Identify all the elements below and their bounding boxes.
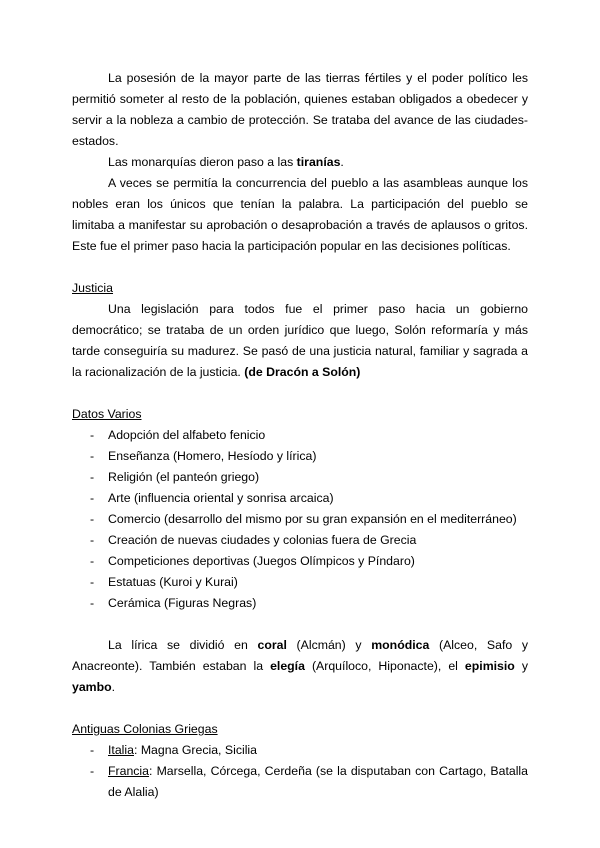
list-item — [72, 488, 528, 509]
list-item — [72, 740, 528, 761]
list-item-text: Cerámica (Figuras Negras) — [108, 596, 257, 610]
bullet-dash: - — [90, 764, 95, 778]
document-body — [72, 68, 528, 803]
list-item-text: Comercio (desarrollo del mismo por su gran expansión en el mediterráneo) — [108, 512, 517, 526]
heading-justicia: Justicia — [72, 281, 114, 295]
paragraph-text: (Alceo, Safo y Anacreonte). También estaban la — [72, 638, 529, 673]
list-item-text: Enseñanza (Homero, Hesíodo y lírica) — [108, 449, 317, 463]
bullet-dash: - — [90, 554, 95, 568]
list-item — [72, 551, 528, 572]
list-item — [72, 530, 528, 551]
paragraph-text: (Alcmán) y — [286, 638, 372, 652]
list-item — [72, 761, 528, 803]
bullet-dash: - — [90, 512, 95, 526]
list-item — [72, 572, 528, 593]
list-item — [72, 446, 528, 467]
paragraph-tiranias — [72, 152, 528, 173]
bold-term-epimisio: epimisio — [464, 659, 515, 673]
paragraph-text: Una legislación para todos fue el primer paso hacia un gobierno democrático; se trataba de un orden jurídico que luego, Solón reformaría y más tarde conseguiría su madurez. Se pasó de una justicia natural, familiar y sagrada a la racionalización de la justicia. — [72, 302, 528, 379]
list-item — [72, 509, 528, 530]
bold-dracon-solon: (de Dracón a Solón) — [244, 365, 361, 379]
bullet-dash: - — [90, 428, 95, 442]
list-datos-varios — [72, 425, 528, 614]
bold-term-yambo: yambo — [72, 680, 112, 694]
bold-term-tiranias: tiranías — [296, 155, 341, 169]
bullet-dash: - — [90, 491, 95, 505]
list-item — [72, 467, 528, 488]
region-francia: Francia — [108, 764, 150, 778]
paragraph-text: (Arquíloco, Hiponacte), el — [304, 659, 465, 673]
bold-term-coral: coral — [257, 638, 287, 652]
list-item-text: Arte (influencia oriental y sonrisa arcaica) — [108, 491, 334, 505]
list-item-text: Adopción del alfabeto fenicio — [108, 428, 266, 442]
paragraph-text: . — [340, 155, 344, 169]
paragraph-text: Las monarquías dieron paso a las — [108, 155, 297, 169]
region-italia: Italia — [108, 743, 134, 757]
bold-term-monodica: monódica — [371, 638, 430, 652]
paragraph-text: . — [111, 680, 116, 694]
heading-colonias: Antiguas Colonias Griegas — [72, 722, 218, 736]
paragraph-asambleas: A veces se permitía la concurrencia del pueblo a las asambleas aunque los nobles eran los únicos que tenían la palabra. La participación del pueblo se limitaba a manifestar su aprobación o desaprobación a través de aplausos o gritos. Este fue el primer paso hacia la participación popular en las decisiones políticas. — [72, 176, 528, 253]
paragraph-justicia — [72, 299, 528, 383]
list-item-text: : Magna Grecia, Sicilia — [133, 743, 258, 757]
list-item — [72, 425, 528, 446]
paragraph-lirica — [72, 635, 528, 698]
list-colonias — [72, 740, 528, 803]
paragraph-text: La lírica se dividió en — [108, 638, 258, 652]
list-item-text: : Marsella, Córcega, Cerdeña (se la disputaban con Cartago, Batalla de Alalia) — [108, 764, 528, 799]
bullet-dash: - — [90, 470, 95, 484]
list-item-text: Estatuas (Kuroi y Kurai) — [108, 575, 238, 589]
bullet-dash: - — [90, 449, 95, 463]
bullet-dash: - — [90, 533, 95, 547]
paragraph-text: y — [514, 659, 528, 673]
list-item — [72, 593, 528, 614]
bullet-dash: - — [90, 596, 95, 610]
bullet-dash: - — [90, 743, 95, 757]
list-item-text: Competiciones deportivas (Juegos Olímpicos y Píndaro) — [108, 554, 415, 568]
bullet-dash: - — [90, 575, 95, 589]
bold-term-elegia: elegía — [270, 659, 305, 673]
heading-datos-varios: Datos Varios — [72, 407, 142, 421]
list-item-text: Creación de nuevas ciudades y colonias fuera de Grecia — [108, 533, 417, 547]
paragraph-nobleza: La posesión de la mayor parte de las tierras fértiles y el poder político les permitió someter al resto de la población, quienes estaban obligados a obedecer y servir a la nobleza a cambio de protección. Se trataba del avance de las ciudades-estados. — [72, 71, 528, 148]
list-item-text: Religión (el panteón griego) — [108, 470, 260, 484]
